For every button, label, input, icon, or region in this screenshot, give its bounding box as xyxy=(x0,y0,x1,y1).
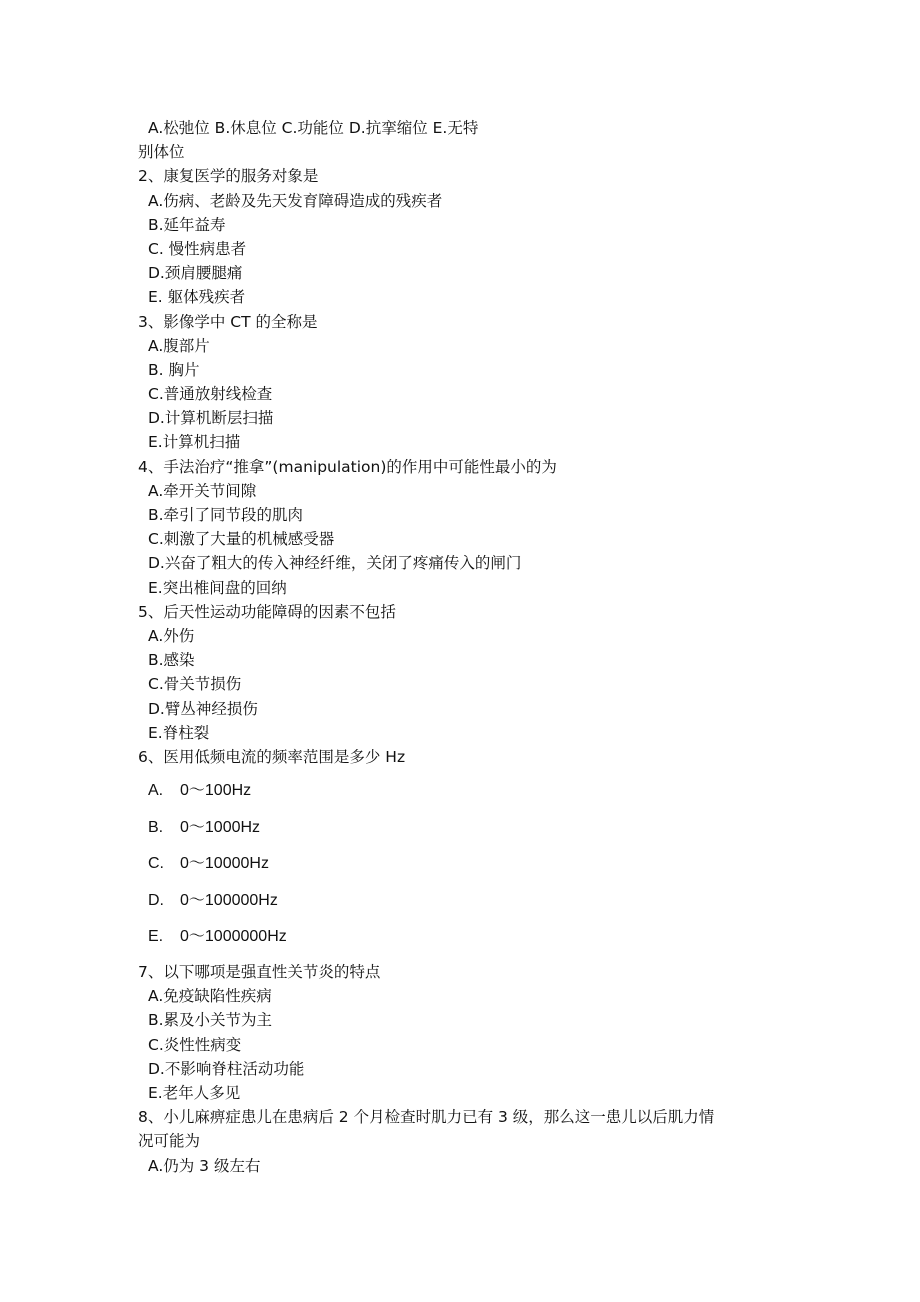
q7-option-a: A.免疫缺陷性疾病 xyxy=(148,987,272,1006)
q8-option-a: A.仍为 3 级左右 xyxy=(148,1156,261,1175)
q8-stem-line2: 况可能为 xyxy=(138,1132,201,1151)
q6-option-b-letter: B. xyxy=(148,818,164,836)
q4-option-d: D.兴奋了粗大的传入神经纤维，关闭了疼痛传入的闸门 xyxy=(148,554,522,573)
q5-stem: 5、后天性运动功能障碍的因素不包括 xyxy=(138,602,396,621)
q2-option-d: D.颈肩腰腿痛 xyxy=(148,264,243,283)
q2-option-a: A.伤病、老龄及先天发育障碍造成的残疾者 xyxy=(148,191,443,210)
q3-option-a: A.腹部片 xyxy=(148,336,210,355)
q4-option-c: C.刺激了大量的机械感受器 xyxy=(148,530,335,549)
q7-stem: 7、以下哪项是强直性关节炎的特点 xyxy=(138,963,381,982)
q6-option-d xyxy=(138,883,798,920)
q7-option-e: E.老年人多见 xyxy=(148,1083,241,1102)
q6-option-d-text: 0〜100000Hz xyxy=(180,891,278,909)
q3-option-b: B. 胸片 xyxy=(148,360,200,379)
q3-stem: 3、影像学中 CT 的全称是 xyxy=(138,312,318,331)
q6-option-c-letter: C. xyxy=(148,855,164,873)
q3-option-e: E.计算机扫描 xyxy=(148,433,241,452)
q4-option-a: A.牵开关节间隙 xyxy=(148,481,257,500)
q4-option-b: B.牵引了同节段的肌肉 xyxy=(148,506,304,524)
q6-option-a-text: 0〜100Hz xyxy=(180,782,252,800)
q5-option-d: D.臂丛神经损伤 xyxy=(148,699,258,718)
q3-option-d: D.计算机断层扫描 xyxy=(148,409,274,428)
q5-option-c: C.骨关节损伤 xyxy=(148,675,242,694)
q2-option-b: B.延年益寿 xyxy=(148,215,226,234)
q5-option-a: A.外伤 xyxy=(148,626,195,645)
q6-option-c-text: 0〜10000Hz xyxy=(180,855,269,873)
q7-option-c: C.炎性性病变 xyxy=(148,1035,242,1054)
q2-option-e: E. 躯体残疾者 xyxy=(148,288,246,307)
q5-option-b: B.感染 xyxy=(148,651,195,670)
q7-option-b: B.累及小关节为主 xyxy=(148,1011,273,1030)
q6-stem: 6、医用低频电流的频率范围是多少 Hz xyxy=(138,747,406,766)
q5-option-e: E.脊柱裂 xyxy=(148,723,210,742)
q1-options-line: A.松弛位 B.休息位 C.功能位 D.抗挛缩位 E.无特 xyxy=(148,119,479,137)
q6-option-e-letter: E. xyxy=(148,928,164,946)
q4-option-e: E.突出椎间盘的回纳 xyxy=(148,578,287,597)
q6-option-c xyxy=(138,846,798,883)
q6-option-d-letter: D. xyxy=(148,891,164,909)
q6-option-e xyxy=(138,919,798,956)
q6-option-b xyxy=(138,810,798,847)
q6-option-e-text: 0〜1000000Hz xyxy=(180,928,287,946)
q6-options xyxy=(138,769,798,960)
q1-options-continuation: 别体位 xyxy=(138,143,185,162)
q3-option-c: C.普通放射线检查 xyxy=(148,385,273,404)
q2-stem: 2、康复医学的服务对象是 xyxy=(138,167,319,186)
q8-stem-line1: 8、小儿麻痹症患儿在患病后 2 个月检查时肌力已有 3 级，那么这一患儿以后肌力情 xyxy=(138,1108,715,1127)
q6-option-a xyxy=(138,773,798,810)
question-list xyxy=(138,116,798,1178)
q7-option-d: D.不影响脊柱活动功能 xyxy=(148,1059,305,1078)
q4-stem: 4、手法治疗“推拿”(manipulation)的作用中可能性最小的为 xyxy=(138,457,557,476)
q6-option-a-letter: A. xyxy=(148,782,164,800)
q6-option-b-text: 0〜1000Hz xyxy=(180,818,261,836)
q2-option-c: C. 慢性病患者 xyxy=(148,239,247,258)
